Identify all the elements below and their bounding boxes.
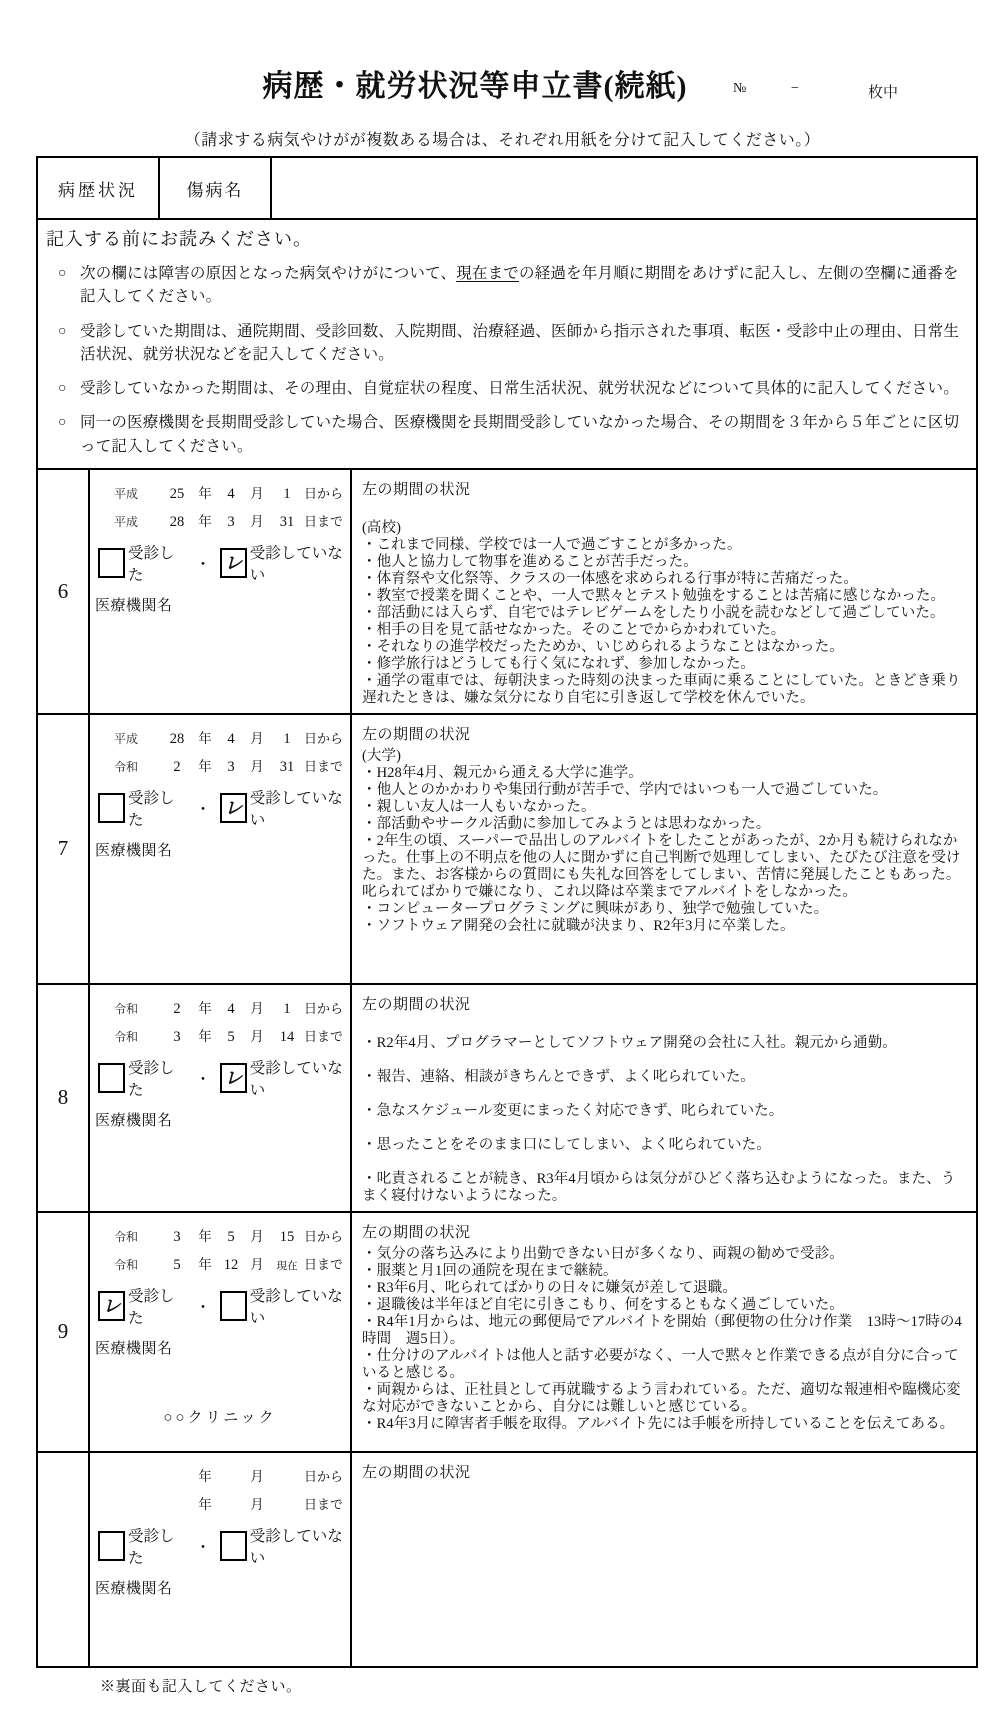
era-from-field[interactable]: 令和 [113,1001,138,1016]
month-to-field[interactable]: 5 [227,1028,235,1045]
status-line [362,1018,966,1035]
status-line: ・気分の落ち込みにより出勤できない日が多くなり、両親の勧めで受診。 [362,1245,844,1262]
consultation-check-line [90,1284,350,1328]
status-line: ・部活動やサークル活動に参加してみようとは思わなかった。 [362,815,771,832]
row-number: 8 [38,985,90,1211]
year-to-field[interactable]: 5 [173,1256,181,1273]
period-to-line [90,1253,350,1277]
status-title: 左の期間の状況 [362,726,471,743]
medical-org-label: 医療機関名 [95,1580,173,1597]
status-line: ・ソフトウェア開発の会社に就職が決まり、R2年3月に卒業した。 [362,917,795,934]
year-label: 年 [198,485,212,501]
record-row-7 [38,713,976,983]
period-from-line [90,1465,350,1489]
instruction-text [80,377,964,400]
year-to-field[interactable]: 3 [173,1028,181,1045]
consultation-check-line [90,1056,350,1100]
seen-checkbox[interactable] [98,1063,125,1093]
status-line: ・H28年4月、親元から通える大学に進学。 [362,764,643,781]
status-line: ・退職後は半年ほど自宅に引きこもり、何をするともなく過ごしていた。 [362,1296,844,1313]
day-from-field[interactable]: 15 [279,1228,295,1245]
instruction-text-underlined: 現在まで [456,265,519,282]
medical-org-name-field[interactable]: ○○クリニック [163,1409,277,1426]
separator-dot: ・ [195,1298,211,1316]
instruction-text-post: の経過を年月順に期間をあけずに記入し、左側の空欄に通番を記入してください。 [80,265,959,306]
status-line: ・R4年3月に障害者手帳を取得。アルバイト先には手帳を所持していることを伝えてある。 [362,1415,955,1432]
year-to-field[interactable]: 2 [173,758,181,775]
status-lines [362,1018,966,1205]
consultation-check-line [90,786,350,830]
not-seen-checkbox[interactable] [220,1531,247,1561]
month-to-field[interactable]: 3 [227,513,235,530]
status-line: ・コンピュータープログラミングに興味があり、独学で勉強していた。 [362,900,829,917]
status-title: 左の期間の状況 [362,996,471,1013]
seen-checkbox[interactable] [98,793,125,823]
month-to-field[interactable]: 3 [227,758,235,775]
status-lines [362,1246,966,1433]
medical-org-name-field[interactable] [90,908,350,928]
period-to-line [90,1493,350,1517]
separator-dot: ・ [195,1538,211,1556]
month-label: 月 [250,758,264,774]
year-label: 年 [198,1468,212,1484]
separator-dot: ・ [195,555,211,573]
seen-checkbox[interactable] [98,548,125,578]
instruction-text-pre: 同一の医療機関を長期間受診していた場合、医療機関を長期間受診していなかった場合、その期間を３年から５年ごとに区切って記入してください。 [80,414,960,455]
medical-org-name-field[interactable] [90,663,350,683]
status-title: 左の期間の状況 [362,1464,471,1481]
month-from-field[interactable]: 4 [227,730,235,747]
instruction-text [80,320,964,367]
year-label: 年 [198,758,212,774]
month-label: 月 [250,730,264,746]
not-seen-label: 受診していない [249,789,343,829]
year-label: 年 [198,1228,212,1244]
circle-bullet-icon: ○ [58,381,67,396]
instruction-text-pre: 受診していた期間は、通院期間、受診回数、入院期間、治療経過、医師から指示された事項、転医・受診中止の理由、日常生活状況、就労状況などを記入してください。 [80,322,960,363]
status-title: 左の期間の状況 [362,481,471,498]
year-to-field[interactable]: 28 [169,513,185,530]
status-line [362,1154,966,1171]
not-seen-checkbox[interactable] [220,1291,247,1321]
period-cell [90,1453,352,1666]
disease-header-row [38,158,976,218]
seen-label: 受診した [128,544,175,584]
year-label: 年 [198,513,212,529]
year-label: 年 [198,1000,212,1016]
status-cell[interactable] [352,715,976,983]
status-line: ・他人とのかかわりや集団行動が苦手で、学内ではいつも一人で過ごしていた。 [362,781,888,798]
medical-org-name-field[interactable] [90,1178,350,1198]
medical-org-label: 医療機関名 [95,1112,173,1129]
day-to-label: 日まで [304,513,344,529]
day-from-label: 日から [304,485,344,501]
status-lines [362,503,966,707]
instruction-text [80,411,964,458]
month-to-field[interactable]: 12 [223,1256,239,1273]
status-line: ・叱責されることが続き、R3年4月頃からは気分がひどく落ち込むようになった。また、うまく寝付けないようになった。 [362,1170,956,1204]
row-number [38,1453,90,1666]
status-line: ・他人と協力して物事を進めることが苦手だった。 [362,553,698,570]
instructions-section [38,218,976,468]
not-seen-label: 受診していない [249,1527,343,1567]
disease-name-label: 傷病名 [160,158,272,218]
status-line: ・2年生の頃、スーパーで品出しのアルバイトをしたことがあったが、2か月も続けられなかった。仕事上の不明点を他の人に聞かずに自己判断で処理してしまい、たびたび注意を受けた。また、お客様からの質問にも失礼な回答をしてしまい、苦情に発展したこともあった。叱られてばかりで嫌になり、これ以降は卒業までアルバイトをしなかった。 [362,832,961,900]
circle-bullet-icon: ○ [58,266,67,281]
status-lines [362,748,966,935]
year-label: 年 [198,1256,212,1272]
status-line: ・相手の目を見て話せなかった。そのことでからかわれていた。 [362,621,786,638]
month-label: 月 [250,1468,264,1484]
circle-bullet-icon: ○ [58,415,67,431]
period-from-line [90,1225,350,1249]
page-title: 病歴・就労状況等申立書(続紙) [262,70,688,103]
year-label: 年 [198,730,212,746]
seen-label: 受診した [128,789,175,829]
period-from-line [90,727,350,751]
era-from-field[interactable]: 平成 [113,731,138,746]
month-label: 月 [250,1496,264,1512]
month-label: 月 [250,513,264,529]
consultation-check-line [90,541,350,585]
record-row-6 [38,468,976,713]
row-number: 9 [38,1213,90,1451]
day-to-field[interactable]: 31 [279,758,295,775]
record-row-8 [38,983,976,1211]
status-cell[interactable] [352,985,976,1211]
status-line: ・急なスケジュール変更にまったく対応できず、叱られていた。 [362,1102,784,1119]
day-from-field[interactable]: 1 [283,485,291,502]
era-to-field[interactable]: 平成 [113,514,138,529]
record-row-9 [38,1211,976,1451]
era-to-field[interactable]: 令和 [113,1257,138,1272]
medical-org-label: 医療機関名 [95,597,173,614]
status-line: ・仕分けのアルバイトは他人と話す必要がなく、一人で黙々と作業できる点が自分に合っていると感じる。 [362,1347,959,1381]
medical-org-label: 医療機関名 [95,1340,173,1357]
instruction-item [46,411,964,458]
day-from-label: 日から [304,1468,344,1484]
sheet-no-dash: − [791,81,799,96]
day-from-label: 日から [304,730,344,746]
seen-checkbox[interactable] [98,1531,125,1561]
month-label: 月 [250,485,264,501]
status-cell[interactable] [352,470,976,713]
status-line: ・それなりの進学校だったためか、いじめられるようなことはなかった。 [362,638,844,655]
separator-dot: ・ [195,1070,211,1088]
period-to-line [90,510,350,534]
period-to-line [90,755,350,779]
instruction-item [46,262,964,309]
year-from-field[interactable]: 28 [169,730,185,747]
status-cell[interactable] [352,1453,976,1666]
row-number: 6 [38,470,90,713]
status-line: ・修学旅行はどうしても行く気になれず、参加しなかった。 [362,655,756,672]
status-line: (高校) [362,519,402,536]
period-cell [90,1213,352,1451]
instruction-text-pre: 次の欄には障害の原因となった病気やけがについて、 [80,265,457,282]
day-to-label: 日まで [304,1496,344,1512]
status-line: ・思ったことをそのまま口にしてしまい、よく叱られていた。 [362,1136,771,1153]
year-from-field[interactable]: 2 [173,1000,181,1017]
status-line [362,503,966,520]
period-cell [90,715,352,983]
status-line [362,1120,966,1137]
instruction-text [80,262,964,309]
instruction-item [46,320,964,367]
status-line: (大学) [362,747,402,764]
form-header [0,55,1005,125]
backside-note: ※裏面も記入してください。 [100,1678,302,1695]
status-cell[interactable] [352,1213,976,1451]
status-line: ・通学の電車では、毎朝決まった時刻の決まった車両に乗ることにしていた。ときどき乗り遅れたときは、嫌な気分になり自宅に引き返して学校を休んでいた。 [362,672,961,706]
status-line: ・服薬と月1回の通院を現在まで継続。 [362,1262,618,1279]
day-to-field[interactable]: 現在 [276,1260,298,1272]
year-from-field[interactable]: 3 [173,1228,181,1245]
not-seen-checkbox[interactable]: レ [220,548,247,578]
not-seen-label: 受診していない [249,1287,343,1327]
form-page [0,55,1005,1720]
consultation-check-line [90,1524,350,1568]
separator-dot: ・ [195,800,211,818]
era-from-field[interactable]: 平成 [113,486,138,501]
month-label: 月 [250,1000,264,1016]
month-from-field[interactable]: 4 [227,485,235,502]
not-seen-label: 受診していない [249,1059,343,1099]
record-row-blank [38,1451,976,1666]
status-line: ・体育祭や文化祭等、クラスの一体感を求められる行事が特に苦痛だった。 [362,570,858,587]
year-from-field[interactable]: 25 [169,485,185,502]
not-seen-label: 受診していない [249,544,343,584]
not-seen-checkbox[interactable]: レ [220,793,247,823]
status-line [362,1052,966,1069]
status-line: ・R4年1月からは、地元の郵便局でアルバイトを開始（郵便物の仕分け作業 13時～17時の4時間 週5日）。 [362,1313,962,1347]
not-seen-checkbox[interactable]: レ [220,1063,247,1093]
sheet-no-label: № [733,81,747,96]
seen-label: 受診した [128,1287,175,1327]
day-to-label: 日まで [304,1256,344,1272]
status-line [362,1086,966,1103]
period-from-line [90,482,350,506]
day-to-field[interactable]: 14 [279,1028,295,1045]
medical-org-name-field[interactable] [90,1646,350,1666]
period-from-line [90,997,350,1021]
day-from-field[interactable]: 1 [283,730,291,747]
seen-label: 受診した [128,1059,175,1099]
seen-checkbox[interactable]: レ [98,1291,125,1321]
status-line: ・親しい友人は一人もいなかった。 [362,798,596,815]
status-line: ・部活動には入らず、自宅ではテレビゲームをしたり小説を読むなどして過ごしていた。 [362,604,945,621]
period-to-line [90,1025,350,1049]
instruction-item [46,377,964,400]
day-to-label: 日まで [304,758,344,774]
form-subtitle: （請求する病気やけがが複数ある場合は、それぞれ用紙を分けて記入してください。） [184,132,821,149]
status-line: ・両親からは、正社員として再就職するよう言われている。ただ、適切な報連相や臨機応変な対応ができないことから、自分には難しいと感じている。 [362,1381,961,1415]
day-to-label: 日まで [304,1028,344,1044]
history-status-label: 病歴状況 [38,158,160,218]
status-line: ・R2年4月、プログラマーとしてソフトウェア開発の会社に入社。親元から通勤。 [362,1034,897,1051]
sheets-total-label: 枚中 [868,85,899,101]
circle-bullet-icon: ○ [58,323,67,339]
era-to-field[interactable]: 令和 [113,759,138,774]
month-label: 月 [250,1028,264,1044]
day-to-field[interactable]: 31 [279,513,295,530]
day-from-label: 日から [304,1228,344,1244]
row-number: 7 [38,715,90,983]
month-label: 月 [250,1228,264,1244]
disease-name-field[interactable] [272,158,976,218]
year-label: 年 [198,1028,212,1044]
period-cell [90,470,352,713]
status-line: ・報告、連絡、相談がきちんとできず、よく叱られていた。 [362,1068,756,1085]
day-from-field[interactable]: 1 [283,1000,291,1017]
month-label: 月 [250,1256,264,1272]
main-form-table [36,156,978,1668]
day-from-label: 日から [304,1000,344,1016]
era-to-field[interactable]: 令和 [113,1029,138,1044]
instruction-text-pre: 受診していなかった期間は、その理由、自覚症状の程度、日常生活状況、就労状況などについて具体的に記入してください。 [80,380,959,397]
seen-label: 受診した [128,1527,175,1567]
month-from-field[interactable]: 5 [227,1228,235,1245]
status-title: 左の期間の状況 [362,1224,471,1241]
era-from-field[interactable]: 令和 [113,1229,138,1244]
period-cell [90,985,352,1211]
instructions-heading: 記入する前にお読みください。 [46,229,312,249]
status-line: ・R3年6月、叱られてばかりの日々に嫌気が差して退職。 [362,1279,737,1296]
medical-org-label: 医療機関名 [95,842,173,859]
year-label: 年 [198,1496,212,1512]
status-line: ・教室で授業を聞くことや、一人で黙々とテスト勉強をすることは苦痛に感じなかった。 [362,587,946,604]
status-line: ・これまで同様、学校では一人で過ごすことが多かった。 [362,536,742,553]
month-from-field[interactable]: 4 [227,1000,235,1017]
